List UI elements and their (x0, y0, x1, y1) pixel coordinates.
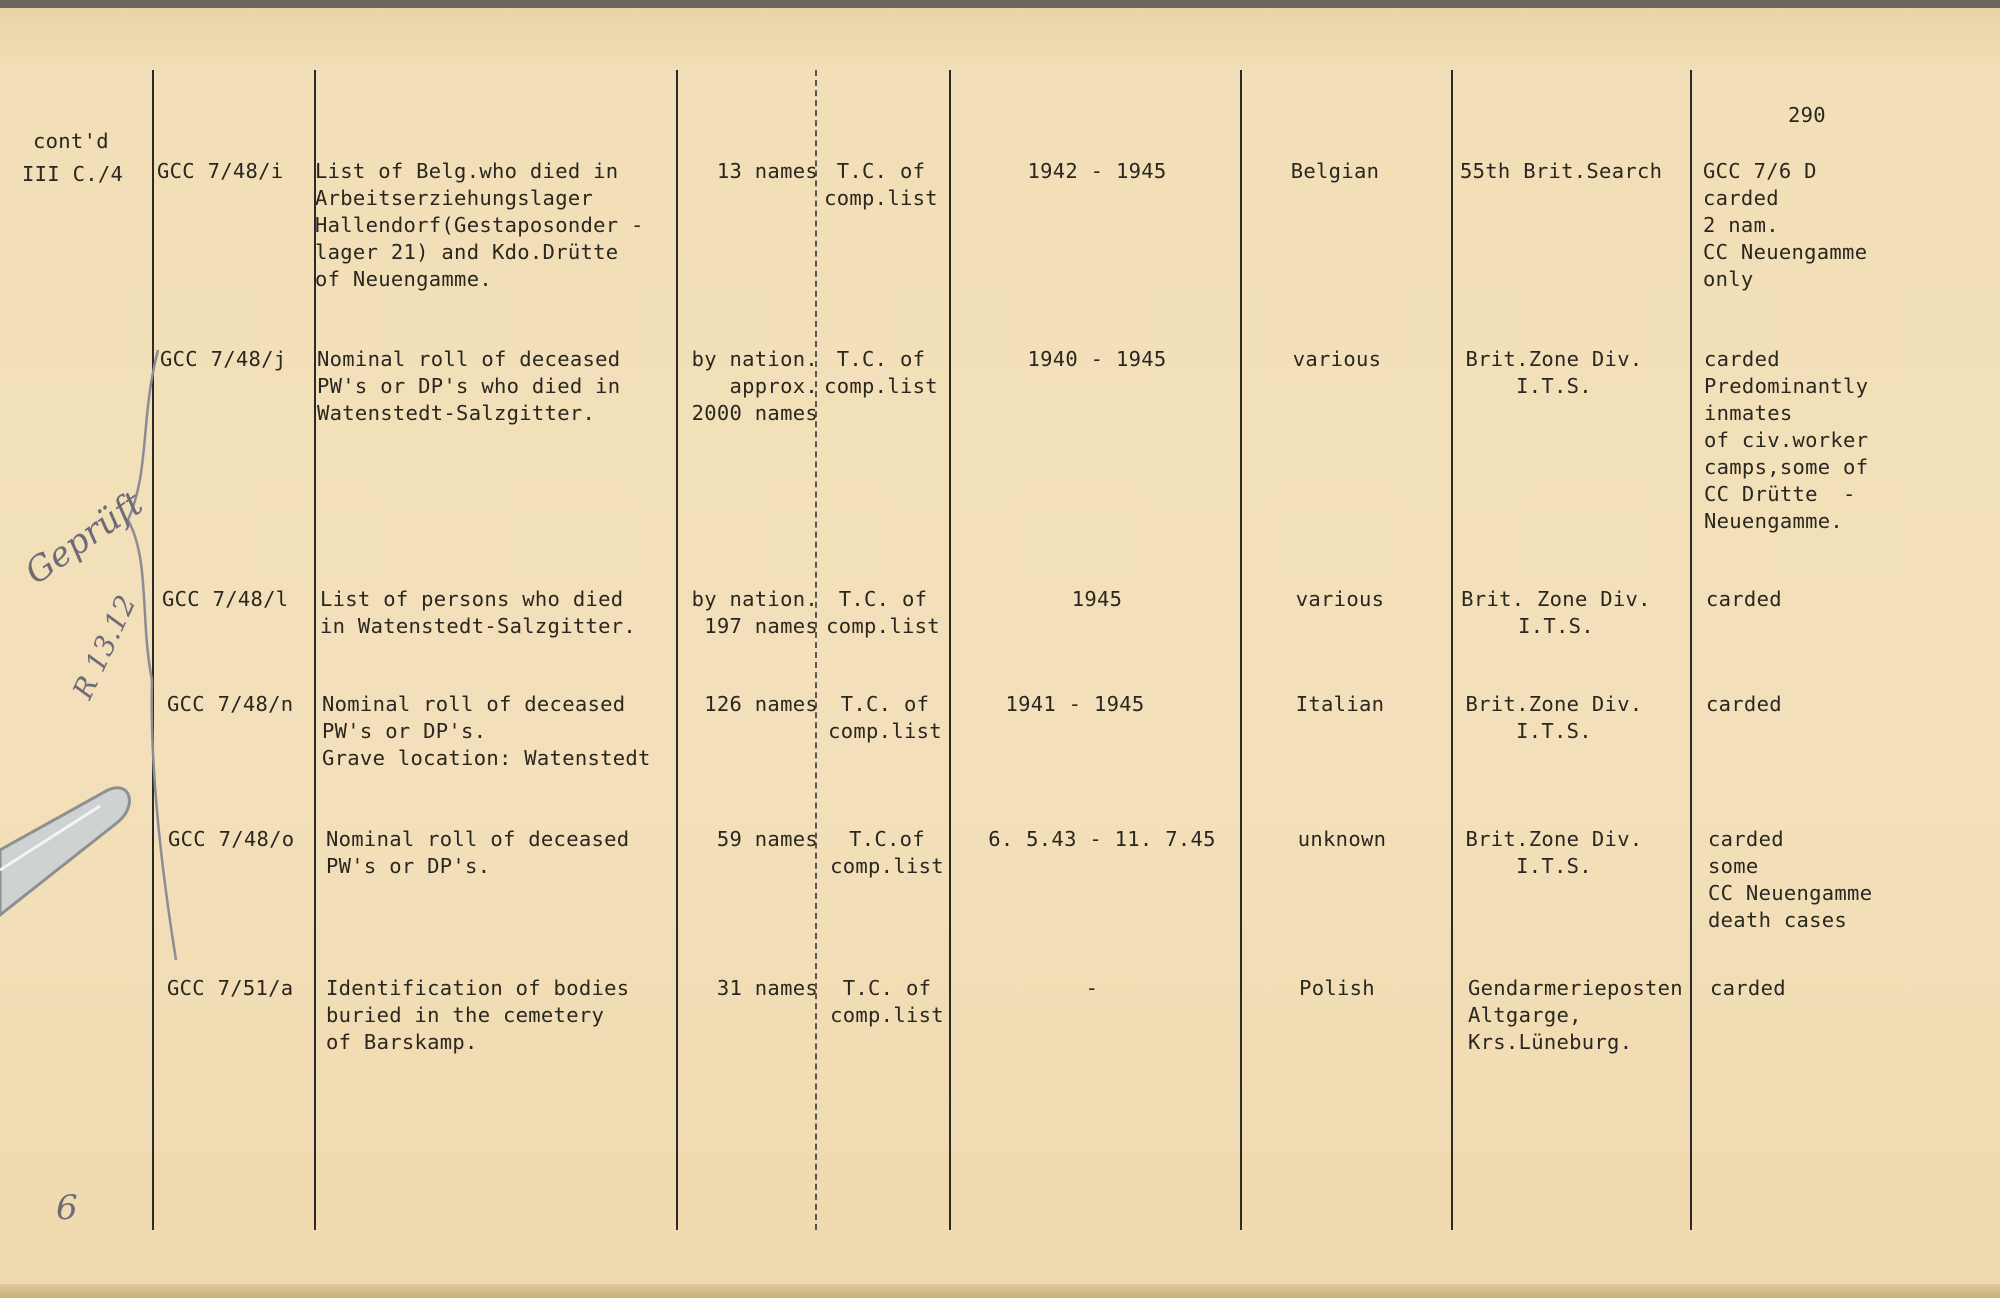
row-ref: GCC 7/48/o (168, 827, 295, 851)
paper-clip-icon (0, 788, 129, 915)
row-description: Identification of bodies buried in the cemetery of Barskamp. (326, 976, 630, 1054)
row-description: List of Belg.who died in Arbeitserziehungslager Hallendorf(Gestaposonder - lager 21) and Kdo.Drütte of Neuengamme. (315, 159, 644, 291)
row-ref: GCC 7/48/n (167, 692, 294, 716)
row-remarks: carded (1706, 587, 1782, 611)
row-remarks: GCC 7/6 D carded 2 nam. CC Neuengamme only (1703, 159, 1868, 291)
row-description: Nominal roll of deceased PW's or DP's who died in Watenstedt-Salzgitter. (317, 347, 621, 425)
margin-number: 6 (56, 1188, 78, 1228)
checked-annotation: Geprüft (18, 483, 151, 593)
row-source: Brit.Zone Div. I.T.S. (1465, 347, 1643, 398)
row-ref: GCC 7/48/l (162, 587, 289, 611)
row-source: Brit. Zone Div. I.T.S. (1461, 587, 1651, 638)
row-document-type: T.C.of comp.list (830, 827, 944, 878)
row-ref: GCC 7/48/i (157, 159, 284, 183)
row-ref: GCC 7/51/a (167, 976, 294, 1000)
section-code: III C./4 (22, 162, 124, 186)
row-remarks: carded (1706, 692, 1782, 716)
row-quantity: 31 names (716, 976, 818, 1000)
row-period: 1942 - 1945 (1027, 159, 1167, 183)
row-period: - (1085, 976, 1099, 1000)
page-number: 290 (1788, 103, 1826, 127)
row-quantity: 59 names (716, 827, 818, 851)
row-remarks: carded Predominantly inmates of civ.worker camps,some of CC Drütte - Neuengamme. (1704, 347, 1869, 533)
row-nationality: unknown (1297, 827, 1387, 851)
row-document-type: T.C. of comp.list (824, 159, 938, 210)
row-source: Brit.Zone Div. I.T.S. (1465, 692, 1643, 743)
row-document-type: T.C. of comp.list (828, 692, 942, 743)
row-document-type: T.C. of comp.list (824, 347, 938, 398)
pencil-bracket (128, 350, 176, 960)
row-description: Nominal roll of deceased PW's or DP's. (326, 827, 630, 878)
row-remarks: carded (1710, 976, 1786, 1000)
section-contd: cont'd (33, 129, 109, 153)
row-quantity: by nation. approx. 2000 names (691, 347, 818, 425)
row-source: Brit.Zone Div. I.T.S. (1465, 827, 1643, 878)
row-nationality: various (1292, 347, 1382, 371)
row-quantity: by nation. 197 names (691, 587, 818, 638)
row-period: 1940 - 1945 (1027, 347, 1167, 371)
row-period: 1941 - 1945 (1005, 692, 1145, 716)
row-ref: GCC 7/48/j (160, 347, 287, 371)
row-description: Nominal roll of deceased PW's or DP's. Grave location: Watenstedt (322, 692, 651, 770)
row-description: List of persons who died in Watenstedt-Salzgitter. (320, 587, 637, 638)
row-nationality: Polish (1299, 976, 1375, 1000)
row-source: Gendarmerieposten Altgarge, Krs.Lüneburg. (1468, 976, 1683, 1054)
row-nationality: various (1295, 587, 1385, 611)
row-quantity: 126 names (704, 692, 818, 716)
row-quantity: 13 names (716, 159, 818, 183)
row-period: 6. 5.43 - 11. 7.45 (988, 827, 1216, 851)
row-period: 1945 (1071, 587, 1123, 611)
row-remarks: carded some CC Neuengamme death cases (1708, 827, 1873, 932)
row-nationality: Belgian (1290, 159, 1380, 183)
row-document-type: T.C. of comp.list (826, 587, 940, 638)
row-source: 55th Brit.Search (1460, 159, 1663, 183)
row-document-type: T.C. of comp.list (830, 976, 944, 1027)
row-nationality: Italian (1295, 692, 1385, 716)
page-bottom-edge (0, 1284, 2000, 1298)
initials-annotation: R 13.12 (66, 590, 143, 704)
